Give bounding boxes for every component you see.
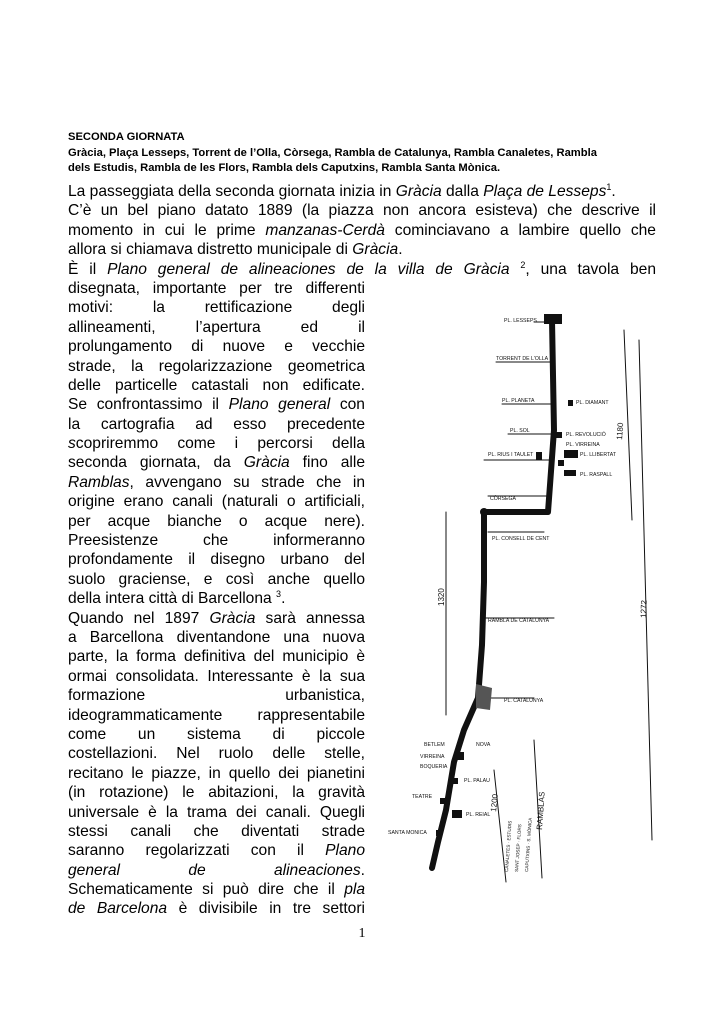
map-label: RAMBLA DE CATALUNYA bbox=[488, 618, 550, 624]
body-line: costellazioni. Nel ruolo delle stelle, bbox=[68, 745, 365, 763]
plaza-mark bbox=[564, 450, 578, 458]
map-label: PL. DIAMANT bbox=[576, 400, 609, 406]
body-line: Ramblas, avvengano su strade che in bbox=[68, 473, 365, 491]
body-line: parte, la forma definitiva del municipio è bbox=[68, 648, 365, 666]
dimension-label: 1272 bbox=[639, 599, 649, 619]
plaza-mark bbox=[450, 778, 458, 784]
body-line: strade, la regolarizzazione geometrica bbox=[68, 357, 365, 375]
body-line: ideogrammaticamente rappresentabile bbox=[68, 706, 365, 724]
body-line: (in rotazione) le abitazioni, la gravità bbox=[68, 784, 365, 802]
dimension-line bbox=[624, 330, 632, 520]
map-label: SANTA MONICA bbox=[388, 830, 427, 836]
plaza-mark bbox=[436, 830, 442, 836]
body-line: Preesistenze che informeranno bbox=[68, 532, 365, 550]
route-path bbox=[432, 320, 554, 868]
plaza-mark bbox=[568, 400, 573, 406]
map-label: PL. PALAU bbox=[464, 778, 490, 784]
body-line: la cartografia ad esso precedente bbox=[68, 415, 365, 433]
map-label: PL. CONSELL DE CENT bbox=[492, 536, 550, 542]
plaza-mark bbox=[452, 810, 462, 818]
body-line: de Barcelona è divisibile in tre settori bbox=[68, 900, 365, 918]
map-label: CÒRSEGA bbox=[490, 496, 516, 502]
body-line: profondamente il disegno urbano del bbox=[68, 551, 365, 569]
body-line: stessi canali che diventati strade bbox=[68, 822, 365, 840]
body-line: come un sistema di piccole bbox=[68, 725, 365, 743]
dimension-line bbox=[639, 340, 652, 840]
map-label: TEATRE bbox=[412, 794, 433, 800]
body-line: prolungamento di nuove e vecchie bbox=[68, 338, 365, 356]
map-label: PL. RIUS I TAULET bbox=[488, 452, 534, 458]
body-line: recitano le piazze, in quello dei pianetini bbox=[68, 764, 365, 782]
body-line: momento in cui le prime manzanas-Cerdà cominciavano a lambire quello che bbox=[68, 221, 656, 239]
body-line: delle particelle catastali non edificate. bbox=[68, 376, 365, 394]
plaza-mark bbox=[556, 432, 562, 438]
body-line: È il Plano general de alineaciones de la villa de Gràcia $^2$, una tavola ben bbox=[68, 259, 656, 278]
body-line: della intera città di Barcellona $^3$. bbox=[68, 589, 286, 608]
map-label: PL. PLANETA bbox=[502, 398, 535, 404]
map-label: PL. CATALUNYA bbox=[504, 698, 544, 704]
body-line: Se confrontassimo il Plano general con bbox=[68, 396, 365, 414]
body-line: seconda giornata, da Gràcia fino alle bbox=[68, 454, 365, 472]
map-label: BETLEM bbox=[424, 742, 445, 748]
page-number: 1 bbox=[358, 926, 366, 941]
body-line: C’è un bel piano datato 1889 (la piazza non ancora esisteva) che descrive il bbox=[68, 202, 656, 220]
body-line: Quando nel 1897 Gràcia sarà annessa bbox=[68, 609, 365, 627]
body-line: suolo graciense, e così anche quello bbox=[68, 570, 365, 588]
day-heading bbox=[68, 130, 660, 177]
body-line: scopriremmo come i percorsi della bbox=[68, 435, 365, 453]
body-line: general de alineaciones. bbox=[68, 861, 365, 879]
body-line: formazione urbanistica, bbox=[68, 687, 365, 705]
dimension-label: 1180 bbox=[615, 422, 626, 441]
plaza-mark bbox=[536, 452, 542, 460]
heading-title: SECONDA GIORNATA bbox=[68, 131, 185, 143]
body-line: saranno regolarizzati con il Plano bbox=[68, 842, 365, 860]
map-label: PL. VIRREINA bbox=[566, 442, 600, 448]
dimension-label: 1200 bbox=[489, 793, 500, 813]
heading-subtitle-line1: Gràcia, Plaça Lesseps, Torrent de l’Olla, Còrsega, Rambla de Catalunya, Rambla Canaletes, Rambla bbox=[68, 146, 597, 159]
footnote-ref: 3 bbox=[276, 589, 282, 600]
map-label: PL. LESSEPS bbox=[504, 318, 537, 324]
map-label: SANT JOSEP · FLORS bbox=[514, 824, 523, 873]
body-line: universale è la trama dei canali. Quegli bbox=[68, 803, 365, 821]
plaza-mark bbox=[558, 460, 564, 466]
plaza-mark bbox=[480, 508, 488, 516]
body-line: La passeggiata della seconda giornata inizia in Gràcia dalla Plaça de Lesseps$^1$. bbox=[68, 181, 616, 200]
heading-subtitle-line2: dels Estudis, Rambla de les Flors, Rambla dels Caputxins, Rambla Santa Mònica. bbox=[68, 162, 501, 174]
body-line: Schematicamente si può dire che il pla bbox=[68, 881, 365, 899]
body-line: per acque bianche o acque nere). bbox=[68, 512, 365, 530]
plaza-mark bbox=[564, 470, 576, 476]
plaza-mark bbox=[454, 752, 464, 760]
body-line: a Barcellona diventandone una nuova bbox=[68, 628, 365, 646]
map-label: CAPUTXINS · S. MÒNICA bbox=[524, 817, 533, 873]
map-label: PL. REIAL bbox=[466, 812, 491, 818]
footnote-ref: 1 bbox=[606, 181, 612, 192]
route-sketch-map bbox=[384, 300, 680, 900]
map-label: VIRREINA bbox=[420, 754, 445, 760]
body-line: motivi: la rettificazione degli bbox=[68, 299, 365, 317]
body-line: allora si chiamava distretto municipale di Gràcia. bbox=[68, 241, 403, 259]
plaza-mark bbox=[440, 798, 448, 804]
plaza-mark bbox=[544, 314, 562, 324]
body-line: allineamenti, l’apertura ed il bbox=[68, 318, 365, 336]
plaza-mark bbox=[476, 684, 492, 710]
map-label: PL. LLIBERTAT bbox=[580, 452, 617, 458]
map-label: BOQUERIA bbox=[420, 764, 448, 770]
map-label: NOVA bbox=[476, 742, 491, 748]
map-label: PL. RASPALL bbox=[580, 472, 613, 478]
body-line: ormai consolidata. Interessante è la sua bbox=[68, 667, 365, 685]
map-label: PL. SOL bbox=[510, 428, 530, 434]
map-label: PL. REVOLUCIÓ bbox=[566, 432, 606, 438]
map-label: CANALETES · ESTUDIS bbox=[504, 820, 513, 873]
footnote-ref: 2 bbox=[520, 259, 526, 270]
map-label: TORRENT DE L'OLLA bbox=[496, 356, 549, 362]
dimension-label: 1320 bbox=[437, 588, 446, 606]
map-label: RAMBLAS bbox=[535, 791, 547, 831]
body-line: origine erano canali (naturali o artificiali, bbox=[68, 493, 365, 511]
body-line: disegnata, importante per tre differenti bbox=[68, 279, 365, 297]
